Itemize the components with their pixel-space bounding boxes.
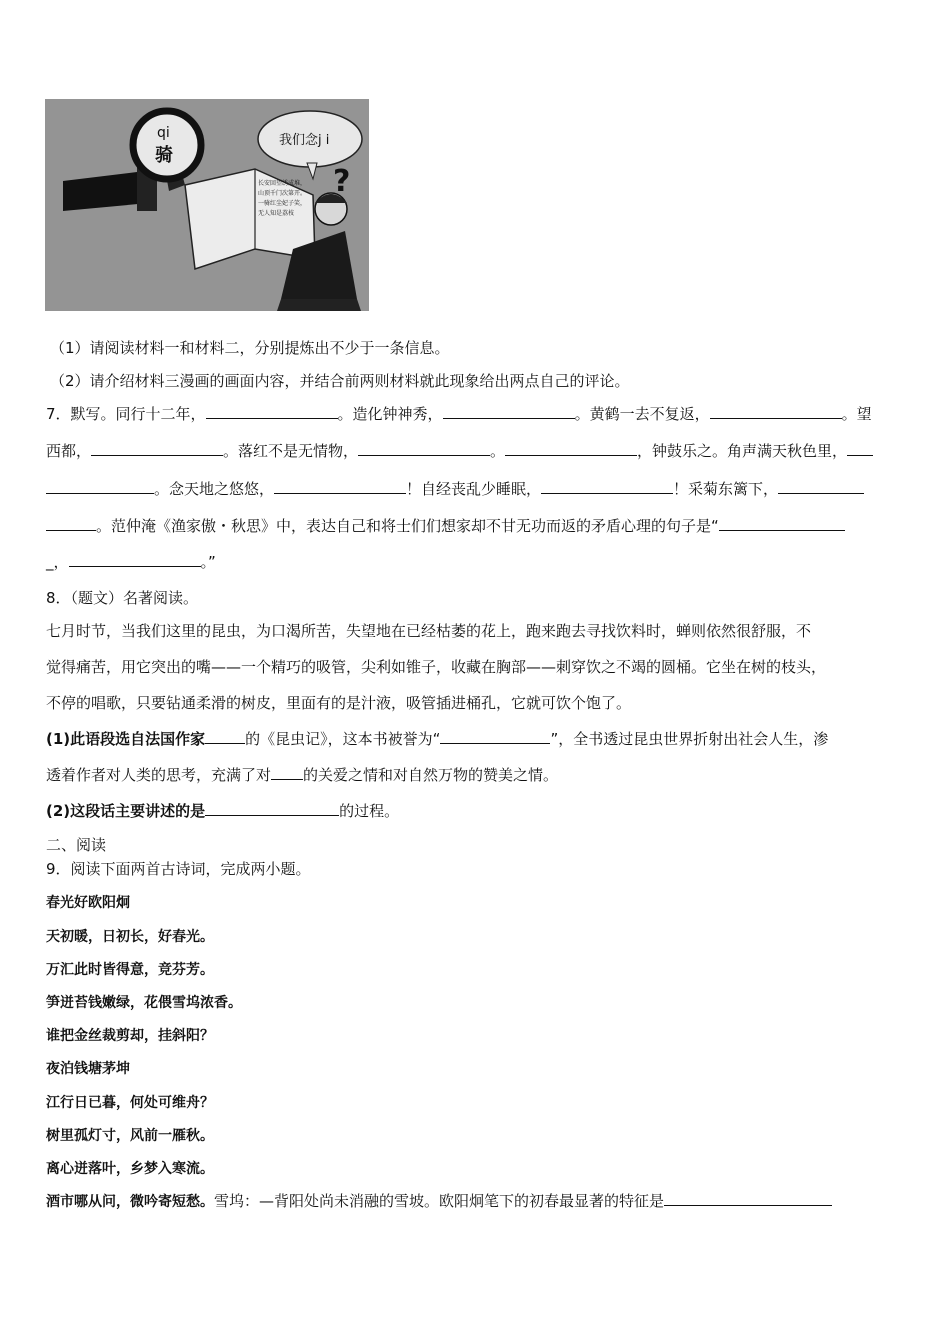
q8-sub1-line2: 透着作者对人类的思考，充满了对 的关爱之情和对自然万物的赞美之情。 <box>46 766 559 784</box>
answer-blank[interactable] <box>205 801 339 816</box>
poem1-line: 笋迸苔钱嫩绿，花偎雪坞浓香。 <box>46 995 242 1011</box>
poem1-line: 天初暖，日初长，好春光。 <box>46 929 214 945</box>
question-mark-icon: ? <box>333 164 351 199</box>
cartoon-image <box>45 99 369 311</box>
answer-blank[interactable] <box>710 404 842 419</box>
q9-last-line: 酒市哪从问，微吟寄短愁。雪坞：—背阳处尚未消融的雪坡。欧阳炯笔下的初春最显著的特征是 <box>46 1190 832 1211</box>
q9-title: 9．阅读下面两首古诗词，完成两小题。 <box>46 860 311 878</box>
q8-para-line: 七月时节，当我们这里的昆虫，为口渴所苦，失望地在已经枯萎的花上，跑来跑去寻找饮料时，蝉则依然很舒服，不 <box>46 622 812 640</box>
answer-blank[interactable] <box>505 441 637 456</box>
q8-sub2: (2)这段话主要讲述的是 的过程。 <box>46 802 400 820</box>
answer-blank[interactable] <box>358 441 490 456</box>
book-line: 无人知是荔枝 <box>258 210 295 217</box>
q7-line4: 。范仲淹《渔家傲・秋思》中，表达自己和将士们们想家却不甘无功而返的矛盾心理的句子是“ <box>46 515 845 536</box>
poem2-line: 离心迸落叶，乡梦入寒流。 <box>46 1161 214 1177</box>
q7-line5: _， 。” <box>46 553 216 571</box>
q8-para-line: 觉得痛苦，用它突出的嘴——一个精巧的吸管，尖利如锥子，收藏在胸部——刺穿饮之不竭的圆桶。它坐在树的枝头， <box>46 658 827 676</box>
magnifier-char: 骑 <box>155 145 173 166</box>
q7-line2: 西都， 。落红不是无情物， 。 ，钟鼓乐之。角声满天秋色里， <box>46 440 873 461</box>
q7-line1: 7．默写。同行十二年， 。造化钟神秀， 。黄鹤一去不复返， 。望 <box>46 405 872 423</box>
poem2-line: 江行日已暮，何处可维舟？ <box>46 1095 214 1111</box>
poem1-line: 谁把金丝裁剪却，挂斜阳？ <box>46 1028 214 1044</box>
poem1-line: 万汇此时皆得意，竞芬芳。 <box>46 962 214 978</box>
answer-blank[interactable] <box>541 479 673 494</box>
poem1-title: 春光好欧阳炯 <box>46 895 130 911</box>
q6-sub2: （2）请介绍材料三漫画的画面内容，并结合前两则材料就此现象给出两点自己的评论。 <box>50 372 630 390</box>
section-heading: 二、阅读 <box>46 836 107 854</box>
answer-blank[interactable] <box>440 729 550 744</box>
q8-sub1: (1)此语段选自法国作家 的《昆虫记》，这本书被誉为“ ”，全书透过昆虫世界折射出社会人生，渗 <box>46 730 829 748</box>
answer-blank[interactable] <box>274 479 406 494</box>
book-line: 长安回望绣成堆， <box>258 180 307 187</box>
q8-title: 8．（题文）名著阅读。 <box>46 589 199 607</box>
answer-blank[interactable] <box>271 765 303 780</box>
answer-blank[interactable] <box>46 516 96 531</box>
answer-blank[interactable] <box>778 479 864 494</box>
answer-blank[interactable] <box>847 441 873 456</box>
book-line: 山顶千门次第开。 <box>258 190 307 197</box>
answer-blank[interactable] <box>205 729 245 744</box>
speech-bubble-text: 我们念j i <box>279 133 330 148</box>
answer-blank[interactable] <box>69 552 201 567</box>
q6-sub1: （1）请阅读材料一和材料二，分别提炼出不少于一条信息。 <box>50 339 450 357</box>
magnifier-pinyin: qi <box>157 125 170 141</box>
poem2-line: 树里孤灯寸，风前一雁秋。 <box>46 1128 214 1144</box>
q8-para-line: 不停的唱歌，只要钻通柔滑的树皮，里面有的是汁液，吸管插进桶孔，它就可饮个饱了。 <box>46 694 632 712</box>
answer-blank[interactable] <box>664 1191 832 1206</box>
answer-blank[interactable] <box>91 441 223 456</box>
answer-blank[interactable] <box>206 404 338 419</box>
book-line: 一骑红尘妃子笑， <box>258 200 307 207</box>
q7-line3: 。念天地之悠悠， ！自经丧乱少睡眠， ！采菊东篱下， <box>46 478 864 499</box>
answer-blank[interactable] <box>443 404 575 419</box>
poem2-title: 夜泊钱塘茅坤 <box>46 1061 130 1077</box>
answer-blank[interactable] <box>46 479 154 494</box>
answer-blank[interactable] <box>719 516 845 531</box>
